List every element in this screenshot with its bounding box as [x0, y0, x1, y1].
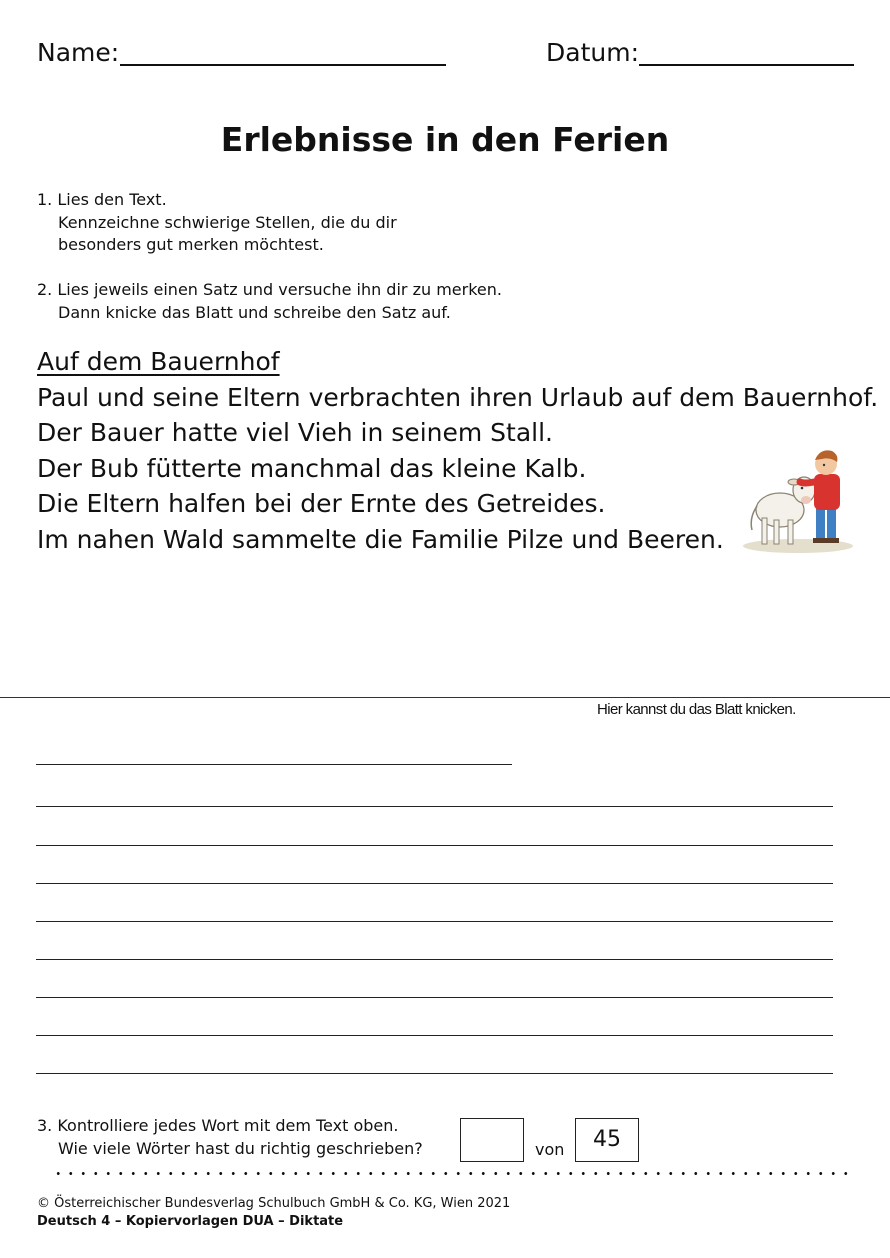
writing-line[interactable]: [36, 1073, 833, 1074]
fold-note: Hier kannst du das Blatt knicken.: [597, 701, 796, 718]
correct-words-box[interactable]: [460, 1118, 524, 1162]
story-sentence: Der Bauer hatte viel Vieh in seinem Stall.: [37, 418, 554, 447]
story-sentence: Paul und seine Eltern verbrachten ihren Urlaub auf dem Bauernhof.: [37, 382, 879, 412]
instruction-number: 2.: [37, 280, 53, 299]
check-number: 3.: [37, 1116, 53, 1135]
instruction-line: Dann knicke das Blatt und schreibe den Satz auf.: [58, 302, 451, 322]
instruction-1: [37, 189, 397, 257]
name-field[interactable]: [120, 64, 446, 66]
fold-line: [0, 697, 890, 698]
writing-line[interactable]: [36, 1035, 833, 1036]
story-sentence: Der Bub fütterte manchmal das kleine Kalb.: [37, 453, 587, 483]
page-title: Erlebnisse in den Ferien: [220, 120, 670, 159]
story-sentence: Im nahen Wald sammelte die Familie Pilze und Beeren.: [37, 524, 724, 554]
writing-line[interactable]: [36, 997, 833, 998]
dotted-separator: [52, 1172, 852, 1175]
writing-line[interactable]: [36, 921, 833, 922]
writing-line[interactable]: [36, 845, 833, 846]
instruction-number: 1.: [37, 190, 53, 209]
instruction-2: [37, 279, 502, 324]
check-line: Kontrolliere jedes Wort mit dem Text oben.: [57, 1116, 399, 1135]
writing-line[interactable]: [36, 806, 833, 807]
boy-with-calf-illustration: [740, 440, 855, 558]
footer-series: Deutsch 4 – Kopiervorlagen DUA – Diktate: [37, 1214, 344, 1229]
total-words-box: 45: [575, 1118, 639, 1162]
name-label: Name:: [37, 38, 120, 67]
writing-line[interactable]: [36, 959, 833, 960]
writing-line[interactable]: [36, 883, 833, 884]
story-title: Auf dem Bauernhof: [37, 347, 280, 376]
writing-line[interactable]: [36, 764, 512, 765]
von-label: von: [535, 1140, 565, 1159]
instruction-line: Lies jeweils einen Satz und versuche ihn dir zu merken.: [57, 280, 502, 299]
check-question: [37, 1115, 423, 1160]
instruction-line: besonders gut merken möchtest.: [58, 235, 324, 254]
instruction-line: Kennzeichne schwierige Stellen, die du dir: [58, 212, 397, 232]
instruction-line: Lies den Text.: [57, 190, 167, 209]
footer-copyright: © Österreichischer Bundesverlag Schulbuch GmbH & Co. KG, Wien 2021: [37, 1196, 511, 1211]
date-field[interactable]: [639, 64, 854, 66]
story-sentence: Die Eltern halfen bei der Ernte des Getreides.: [37, 489, 606, 518]
date-label: Datum:: [546, 38, 639, 67]
check-line: Wie viele Wörter hast du richtig geschrieben?: [58, 1138, 423, 1158]
